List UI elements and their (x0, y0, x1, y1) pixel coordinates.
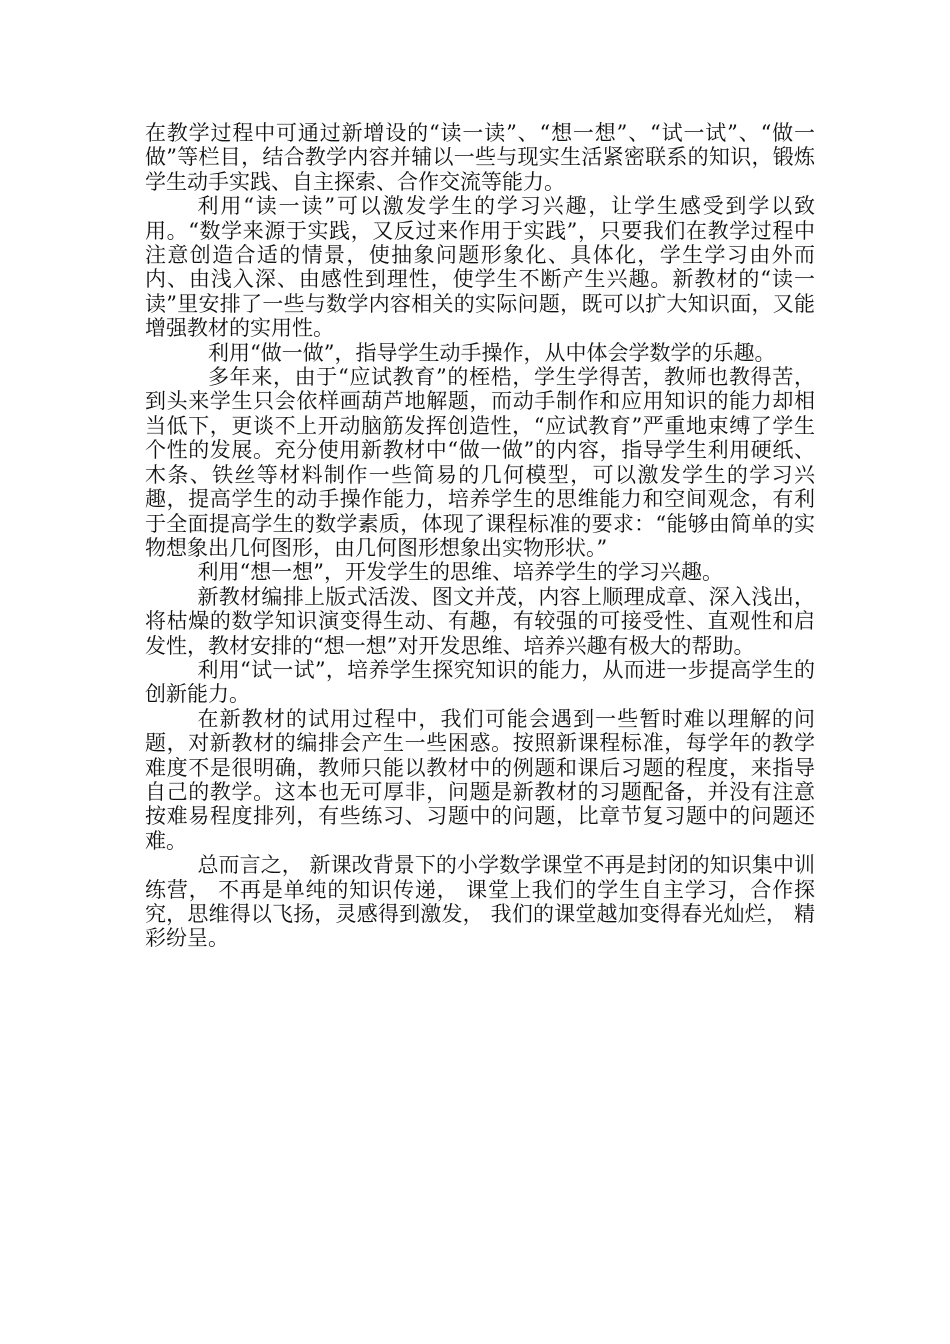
paragraph-read-section: 利用“读一读”可以激发学生的学习兴趣，让学生感受到学以致用。“数学来源于实践，又反过来作用于实践”，只要我们在教学过程中注意创造合适的情景，使抽象问题形象化、具体化，学生学习由外而内、由浅入深、由感性到理性，使学生不断产生兴趣。新教材的“读一读”里安排了一些与数学内容相关的实际问题，既可以扩大知识面，又能增强教材的实用性。 (145, 194, 815, 341)
document-body (145, 121, 815, 951)
paragraph-do-section: 多年来，由于“应试教育”的桎梏，学生学得苦，教师也教得苦，到头来学生只会依样画葫芦地解题，而动手制作和应用知识的能力却相当低下，更谈不上开动脑筋发挥创造性，“应试教育”严重地束缚了学生个性的发展。充分使用新教材中“做一做”的内容，指导学生利用硬纸、木条、铁丝等材料制作一些简易的几何模型，可以激发学生的学习兴趣，提高学生的动手操作能力，培养学生的思维能力和空间观念，有利于全面提高学生的数学素质，体现了课程标准的要求：“能够由简单的实物想象出几何图形，由几何图形想象出实物形状。” (145, 365, 815, 560)
paragraph-trial-issues: 在新教材的试用过程中，我们可能会遇到一些暂时难以理解的问题，对新教材的编排会产生一些困惑。按照新课程标准，每学年的教学难度不是很明确，教师只能以教材中的例题和课后习题的程度，来指导自己的教学。这本也无可厚非，问题是新教材的习题配备，并没有注意按难易程度排列，有些练习、习题中的问题，比章节复习题中的问题还难。 (145, 706, 815, 853)
paragraph-think-section: 新教材编排上版式活泼、图文并茂，内容上顺理成章、深入浅出，将枯燥的数学知识演变得生动、有趣，有较强的可接受性、直观性和启发性，教材安排的“想一想”对开发思维、培养兴趣有极大的帮助。 (145, 584, 815, 658)
paragraph-try-heading: 利用“试一试”，培养学生探究知识的能力，从而进一步提高学生的创新能力。 (145, 657, 815, 707)
paragraph-do-heading: 利用“做一做”，指导学生动手操作，从中体会学数学的乐趣。 (208, 340, 776, 365)
paragraph-intro: 在教学过程中可通过新增设的“读一读”、“想一想”、“试一试”、“做一做”等栏目，结合教学内容并辅以一些与现实生活紧密联系的知识，锻炼学生动手实践、自主探索、合作交流等能力。 (145, 121, 815, 194)
paragraph-think-heading: 利用“想一想”，开发学生的思维、培养学生的学习兴趣。 (197, 560, 723, 585)
paragraph-conclusion: 总而言之， 新课改背景下的小学数学课堂不再是封闭的知识集中训练营， 不再是单纯的知识传递， 课堂上我们的学生自主学习，合作探究，思维得以飞扬，灵感得到激发， 我们的课堂越加变得春光灿烂， 精彩纷呈。 (145, 853, 815, 951)
